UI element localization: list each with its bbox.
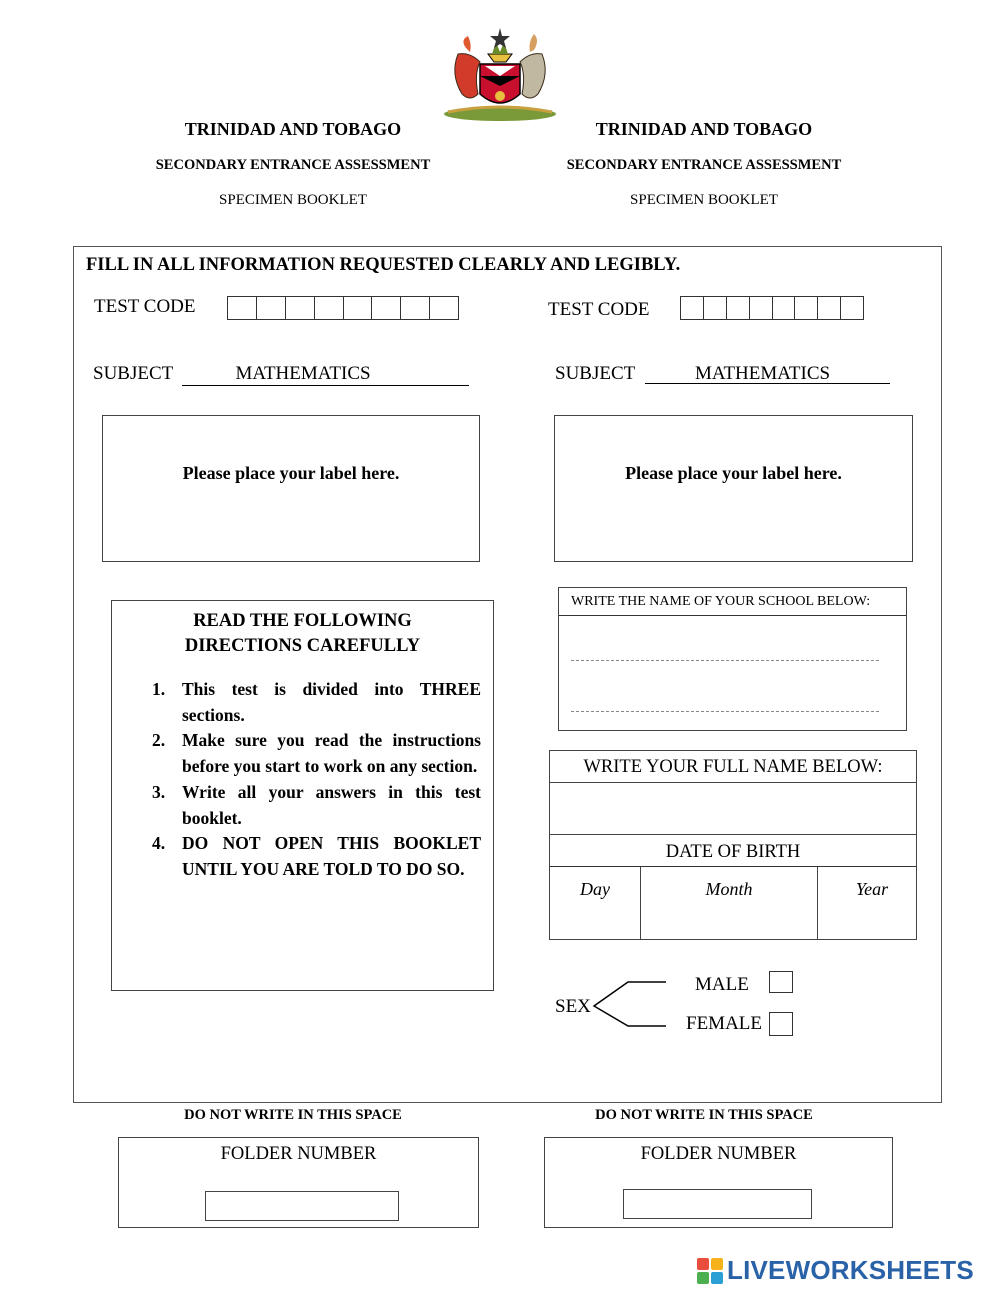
fill-instruction: FILL IN ALL INFORMATION REQUESTED CLEARLY AND LEGIBLY. <box>86 255 681 275</box>
assessment-title-left: SECONDARY ENTRANCE ASSESSMENT <box>155 157 431 173</box>
name-dob-box <box>549 750 917 940</box>
do-not-write-right: DO NOT WRITE IN THIS SPACE <box>595 1107 813 1123</box>
test-code-boxes-left[interactable] <box>227 296 459 320</box>
subject-value-left: MATHEMATICS <box>182 363 469 386</box>
list-item <box>152 831 481 882</box>
subject-label-left: SUBJECT <box>93 363 174 384</box>
item-number: 3. <box>152 781 166 802</box>
item-number: 1. <box>152 679 166 699</box>
school-name-line-2[interactable] <box>571 711 879 712</box>
country-title-right: TRINIDAD AND TOBAGO <box>595 119 813 139</box>
dob-month-field[interactable]: Month <box>641 867 818 939</box>
booklet-title-left: SPECIMEN BOOKLET <box>219 192 367 208</box>
coat-of-arms-emblem <box>440 24 560 124</box>
subject-value-right: MATHEMATICS <box>645 363 890 384</box>
test-code-label-right: TEST CODE <box>548 299 650 320</box>
do-not-write-left: DO NOT WRITE IN THIS SPACE <box>184 1107 402 1123</box>
sex-label: SEX <box>555 996 591 1017</box>
list-item <box>152 780 481 831</box>
full-name-field[interactable] <box>550 783 916 835</box>
item-number: 4. <box>152 833 166 854</box>
directions-heading <box>112 609 493 659</box>
item-text: Write all your answers in this test booklet. <box>182 781 481 828</box>
dob-grid <box>550 867 916 939</box>
label-placeholder-text-left: Please place your label here. <box>182 463 400 483</box>
female-label: FEMALE <box>686 1013 762 1034</box>
folder-number-label-right: FOLDER NUMBER <box>640 1144 797 1164</box>
school-name-heading: WRITE THE NAME OF YOUR SCHOOL BELOW: <box>559 588 906 616</box>
item-text: This test is divided into THREE sections. <box>182 679 481 725</box>
school-name-line-1[interactable] <box>571 660 879 661</box>
list-item <box>152 728 481 779</box>
folder-number-box-right <box>544 1137 893 1228</box>
item-text: Make sure you read the instructions before you start to work on any section. <box>182 730 481 777</box>
folder-number-box-left <box>118 1137 479 1228</box>
list-item <box>152 677 481 728</box>
country-title-left: TRINIDAD AND TOBAGO <box>184 119 402 139</box>
dob-year-field[interactable]: Year <box>855 879 889 899</box>
label-placeholder-box-left <box>102 415 480 562</box>
assessment-title-right: SECONDARY ENTRANCE ASSESSMENT <box>566 157 842 173</box>
booklet-title-right: SPECIMEN BOOKLET <box>630 192 778 208</box>
directions-list <box>112 677 493 883</box>
item-number: 2. <box>152 730 166 751</box>
label-placeholder-text-right: Please place your label here. <box>625 463 842 483</box>
school-name-box <box>558 587 907 731</box>
test-code-label-left: TEST CODE <box>94 296 196 317</box>
full-name-heading: WRITE YOUR FULL NAME BELOW: <box>550 751 916 783</box>
liveworksheets-brand: LIVEWORKSHEETS <box>727 1255 974 1285</box>
dob-heading: DATE OF BIRTH <box>550 835 916 867</box>
directions-box <box>111 600 494 991</box>
female-checkbox[interactable] <box>769 1012 793 1036</box>
sex-bracket-icon <box>592 980 672 1035</box>
dob-day-field[interactable]: Day <box>550 867 641 939</box>
liveworksheets-blocks-icon <box>697 1258 723 1284</box>
male-checkbox[interactable] <box>769 971 793 993</box>
test-code-boxes-right[interactable] <box>680 296 864 320</box>
folder-number-field-left[interactable] <box>205 1191 399 1221</box>
male-label: MALE <box>695 974 749 995</box>
folder-number-field-right[interactable] <box>623 1189 812 1219</box>
label-placeholder-box-right <box>554 415 913 562</box>
subject-label-right: SUBJECT <box>555 363 636 384</box>
item-text: DO NOT OPEN THIS BOOKLET UNTIL YOU ARE TOLD TO DO SO. <box>182 833 481 879</box>
directions-heading-line1: READ THE FOLLOWING <box>193 611 412 631</box>
directions-heading-line2: DIRECTIONS CAREFULLY <box>184 636 421 656</box>
folder-number-label-left: FOLDER NUMBER <box>220 1144 377 1164</box>
liveworksheets-logo <box>697 1255 974 1286</box>
